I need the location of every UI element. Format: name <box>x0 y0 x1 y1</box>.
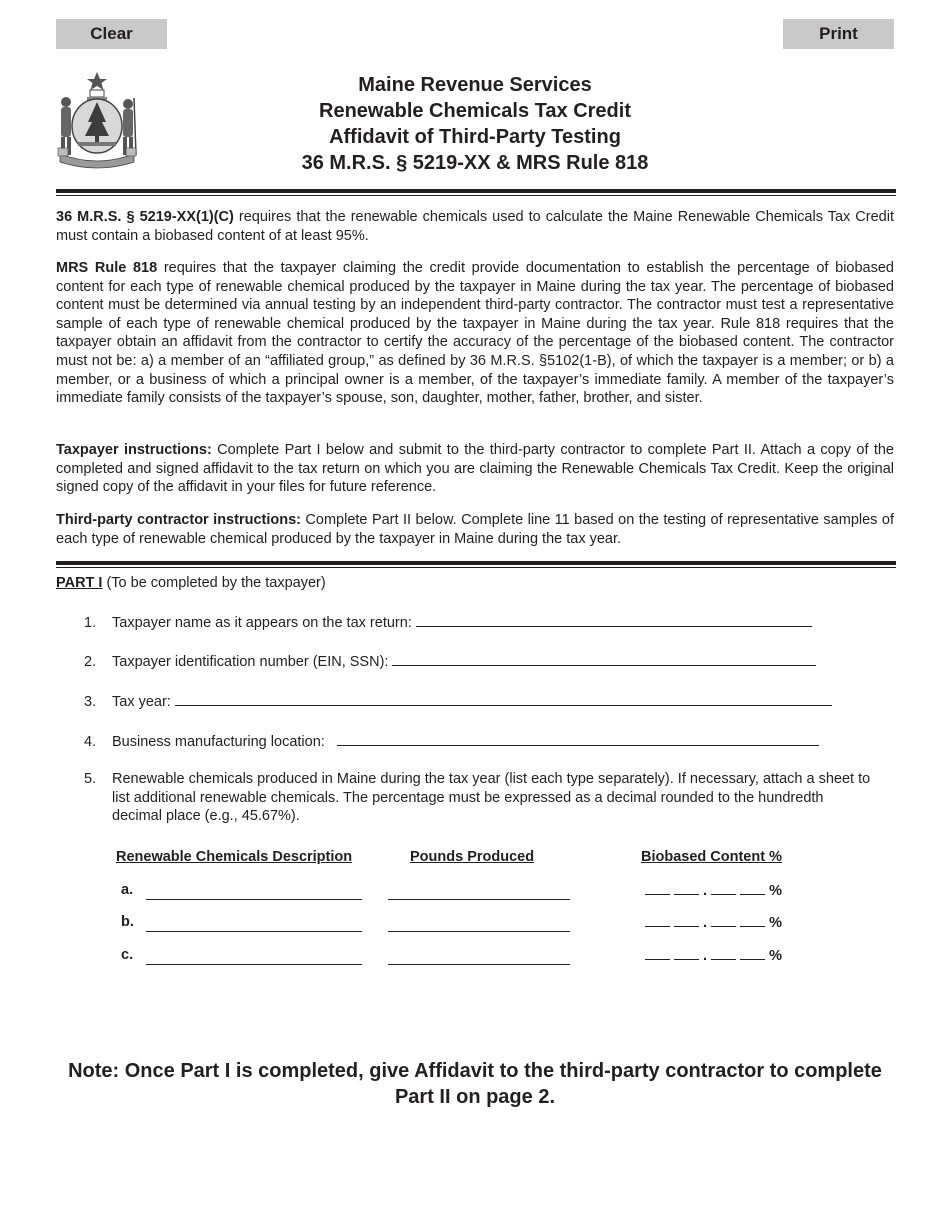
row-a-biobased-field[interactable]: . % <box>645 882 782 899</box>
row-b-label: b. <box>121 914 134 930</box>
taxpayer-id-label: Taxpayer identification number (EIN, SSN): <box>112 654 389 670</box>
description-column-header: Renewable Chemicals Description <box>116 849 353 865</box>
taxpayer-id-row: 2. Taxpayer identification number (EIN, SSN): <box>84 651 816 670</box>
pounds-column-header: Pounds Produced <box>410 849 535 865</box>
row-c-description-field[interactable] <box>146 950 362 965</box>
clear-button[interactable]: Clear <box>56 19 167 49</box>
form-title: Affidavit of Third-Party Testing <box>329 126 621 148</box>
contractor-instructions: Third-party contractor instructions: Complete Part II below. Complete line 11 based on the testing of representative samples of each type of renewable chemical produced by the taxpayer in Maine during the tax year. <box>56 512 894 547</box>
part1-divider <box>56 561 896 568</box>
manufacturing-location-row: 4. Business manufacturing location: <box>84 731 819 750</box>
print-button[interactable]: Print <box>783 19 894 49</box>
row-a-pounds-field[interactable] <box>388 885 570 900</box>
taxpayer-name-row: 1. Taxpayer name as it appears on the tax return: <box>84 612 812 631</box>
tax-year-label: Tax year: <box>112 694 171 710</box>
row-b-pounds-field[interactable] <box>388 917 570 932</box>
taxpayer-name-label: Taxpayer name as it appears on the tax return: <box>112 615 412 631</box>
row-a-description-field[interactable] <box>146 885 362 900</box>
credit-name: Renewable Chemicals Tax Credit <box>319 100 631 122</box>
biobased-column-header: Biobased Content % <box>641 849 782 865</box>
rule-818-paragraph: MRS Rule 818 requires that the taxpayer claiming the credit provide documentation to establish the percentage of biobased content for each type of renewable chemical produced by the taxpayer in Maine during the tax year. The percentage of biobased content must be determined via annual testing by an independent third-party contractor. The contractor must test a representative sample of each type of renewable chemical produced by the taxpayer in Maine during the tax year. Rule 818 requires that the taxpayer obtain an affidavit from the contractor to certify the accuracy of the percentage of the biobased content. The contractor must not be: a) a member of an “affiliated group,” as defined by 36 M.R.S. §5102(1-B), of which the taxpayer is a member; or b) a member, or a business of which a principal owner is a member, of the taxpayer’s immediate family. A member of the taxpayer’s immediate family consists of the taxpayer’s spouse, son, daughter, mother, father, brother, and sister. <box>56 260 894 407</box>
manufacturing-location-label: Business manufacturing location: <box>112 734 325 750</box>
taxpayer-instructions: Taxpayer instructions: Complete Part I below and submit to the third-party contractor to complete Part II. Attach a copy of the completed and signed affidavit to the tax return on which you are claiming the Renewable Chemicals Tax Credit. Keep the original signed copy of the affidavit in your files for future reference. <box>56 442 894 496</box>
taxpayer-name-field[interactable] <box>416 612 812 627</box>
header-divider <box>56 189 896 196</box>
form-header <box>180 72 770 176</box>
taxpayer-id-field[interactable] <box>392 651 816 666</box>
tax-year-field[interactable] <box>175 691 832 706</box>
agency-name: Maine Revenue Services <box>358 74 592 96</box>
statute-paragraph: 36 M.R.S. § 5219-XX(1)(C) requires that the renewable chemicals used to calculate the Maine Renewable Chemicals Tax Credit must contain a biobased content of at least 95%. <box>56 209 894 244</box>
completion-note: Note: Once Part I is completed, give Affidavit to the third-party contractor to complete Part II on page 2. <box>68 1060 882 1108</box>
tax-year-row: 3. Tax year: <box>84 691 832 710</box>
manufacturing-location-field[interactable] <box>337 731 819 746</box>
row-b-description-field[interactable] <box>146 917 362 932</box>
row-c-biobased-field[interactable]: . % <box>645 947 782 964</box>
row-c-label: c. <box>121 947 134 963</box>
row-b-biobased-field[interactable]: . % <box>645 914 782 931</box>
statute-reference: 36 M.R.S. § 5219-XX & MRS Rule 818 <box>301 152 649 174</box>
row-c-pounds-field[interactable] <box>388 950 570 965</box>
row-a-label: a. <box>121 882 134 898</box>
part1-heading: PART I (To be completed by the taxpayer) <box>56 575 326 591</box>
maine-state-seal <box>56 70 138 174</box>
